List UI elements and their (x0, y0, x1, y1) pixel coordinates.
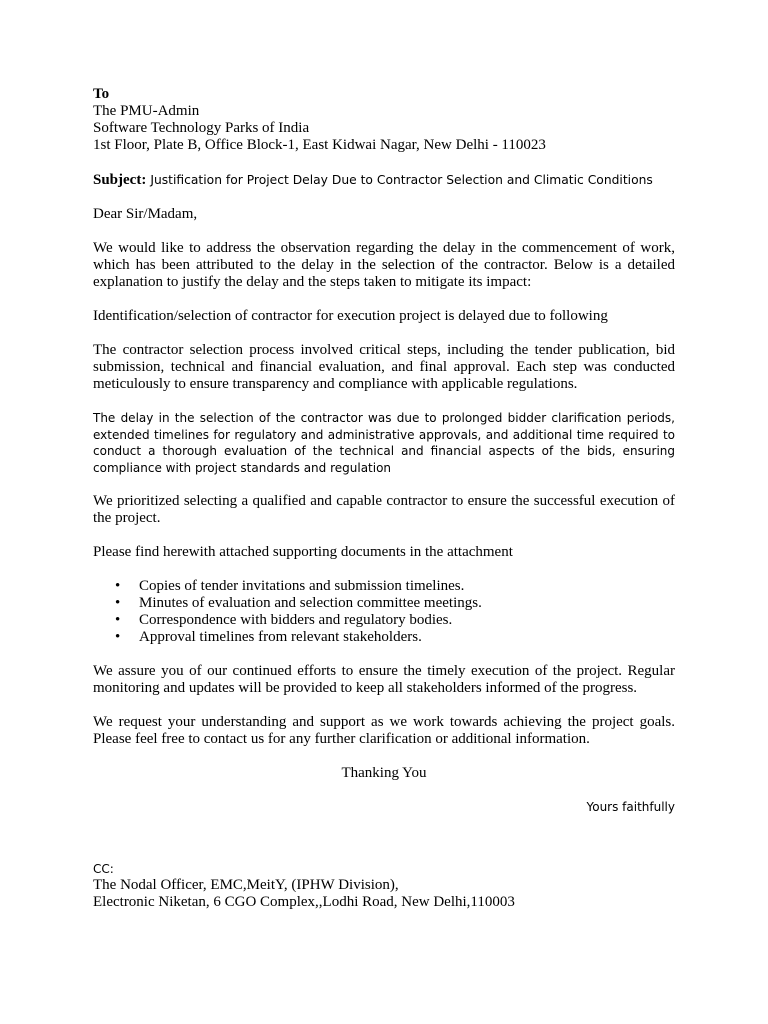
intro-paragraph: We would like to address the observation regarding the delay in the commencement of work, which has been attributed to the delay in the selection of the contractor. Below is a detailed explanation to justify the delay and the steps taken to mitigate its impact: (93, 240, 675, 290)
list-item-text: Copies of tender invitations and submission timelines. (139, 578, 465, 594)
spacer (93, 291, 675, 308)
spacer (93, 782, 675, 799)
spacer (93, 393, 675, 410)
spacer (93, 189, 675, 206)
list-item-text: Correspondence with bidders and regulatory bodies. (139, 612, 453, 628)
spacer (93, 748, 675, 765)
thanking-line: Thanking You (341, 765, 427, 781)
recipient-address: 1st Floor, Plate B, Office Block-1, East Kidwai Nagar, New Delhi - 110023 (93, 137, 546, 153)
spacer (93, 223, 675, 240)
subject-label: Subject: (93, 172, 147, 188)
list-item (93, 629, 675, 646)
recipient-block (93, 86, 675, 154)
subject-text: Justification for Project Delay Due to Contractor Selection and Climatic Conditions (150, 173, 653, 187)
spacer (93, 816, 675, 861)
recipient-organization: Software Technology Parks of India (93, 120, 310, 136)
spacer (93, 325, 675, 342)
spacer (93, 154, 675, 171)
identification-paragraph: Identification/selection of contractor for execution project is delayed due to following (93, 308, 608, 324)
closing-line: Yours faithfully (586, 800, 675, 814)
list-item-text: Approval timelines from relevant stakeholders. (139, 629, 422, 645)
priority-paragraph: We prioritized selecting a qualified and capable contractor to ensure the successful execution of the project. (93, 493, 675, 526)
bullet-icon: • (115, 578, 121, 594)
spacer (93, 697, 675, 714)
request-paragraph: We request your understanding and support as we work towards achieving the project goals. Please feel free to contact us for any further clarification or additional information. (93, 714, 675, 747)
cc-address: Electronic Niketan, 6 CGO Complex,,Lodhi Road, New Delhi,110003 (93, 894, 515, 910)
assurance-paragraph: We assure you of our continued efforts to ensure the timely execution of the project. Regular monitoring and updates will be provided to keep all stakeholders informed of the progress. (93, 663, 675, 696)
bullet-icon: • (115, 629, 121, 645)
letter-document (93, 86, 675, 911)
salutation: Dear Sir/Madam, (93, 206, 198, 222)
list-item (93, 612, 675, 629)
list-item (93, 578, 675, 595)
attachments-intro-paragraph: Please find herewith attached supporting documents in the attachment (93, 544, 513, 560)
cc-recipient: The Nodal Officer, EMC,MeitY, (IPHW Division), (93, 877, 399, 893)
spacer (93, 561, 675, 578)
bullet-icon: • (115, 595, 121, 611)
spacer (93, 646, 675, 663)
delay-reason-paragraph: The delay in the selection of the contractor was due to prolonged bidder clarification periods, extended timelines for regulatory and administrative approvals, and additional time required to conduct a thorough evaluation of the technical and financial aspects of the bids, ensuring compliance with project standards and regulation (93, 411, 675, 475)
spacer (93, 527, 675, 544)
to-label: To (93, 86, 110, 102)
list-item (93, 595, 675, 612)
list-item-text: Minutes of evaluation and selection committee meetings. (139, 595, 482, 611)
spacer (93, 476, 675, 493)
process-paragraph: The contractor selection process involved critical steps, including the tender publication, bid submission, technical and financial evaluation, and final approval. Each step was conducted meticulously to ensure transparency and compliance with applicable regulations. (93, 342, 675, 392)
bullet-icon: • (115, 612, 121, 628)
cc-label: CC: (93, 861, 114, 876)
recipient-name: The PMU-Admin (93, 103, 200, 119)
attachments-list (93, 578, 675, 646)
subject-line (93, 171, 675, 189)
